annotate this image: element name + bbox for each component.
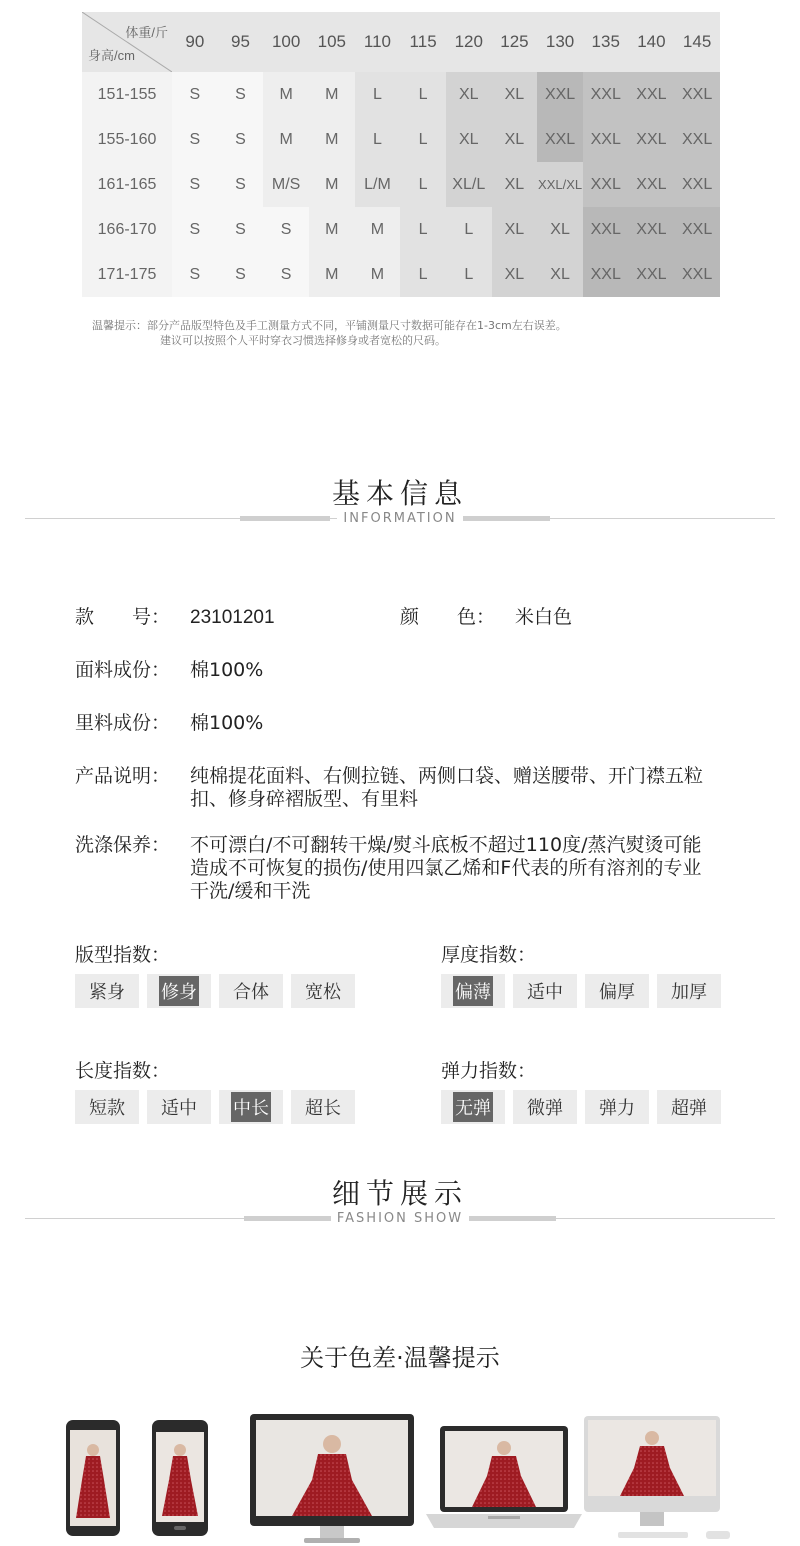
size-cell: S	[172, 207, 218, 252]
elasticity-option-label: 无弹	[453, 1092, 493, 1122]
size-table-row	[82, 207, 720, 252]
weight-header-cell: 115	[400, 12, 446, 72]
height-range-cell: 171-175	[82, 252, 172, 297]
size-cell: L	[355, 72, 401, 117]
fashion-show-subtitle: FASHION SHOW	[0, 1211, 800, 1226]
weight-header-cell: 90	[172, 12, 218, 72]
size-cell: M	[355, 252, 401, 297]
lining-value: 棉100%	[190, 712, 264, 734]
size-cell: S	[218, 117, 264, 162]
size-cell: M	[309, 117, 355, 162]
thickness-option-2	[513, 974, 577, 1008]
size-cell: XXL	[629, 162, 675, 207]
elasticity-option-4	[657, 1090, 721, 1124]
size-tip-line-2: 建议可以按照个人平时穿衣习惯选择修身或者宽松的尺码。	[160, 334, 446, 347]
size-table-row	[82, 117, 720, 162]
size-cell: XXL	[674, 252, 720, 297]
color-label: 颜 色：	[400, 606, 496, 628]
lining-label: 里料成份：	[75, 712, 171, 734]
fabric-label: 面料成份：	[75, 659, 171, 681]
size-cell: XXL	[583, 117, 629, 162]
fit-index-options	[75, 974, 355, 1008]
size-cell: S	[218, 72, 264, 117]
size-cell: S	[263, 252, 309, 297]
size-cell: S	[172, 162, 218, 207]
length-option-4	[291, 1090, 355, 1124]
style-no-label: 款 号：	[75, 606, 171, 628]
thickness-option-1	[441, 974, 505, 1008]
size-cell: XL	[446, 72, 492, 117]
elasticity-option-label: 微弹	[527, 1098, 563, 1119]
fit-option-label: 修身	[159, 976, 199, 1006]
thickness-option-label: 加厚	[671, 982, 707, 1003]
info-style-row	[75, 606, 755, 630]
fit-option-label: 宽松	[305, 982, 341, 1003]
laptop-icon	[426, 1426, 582, 1528]
size-cell: XXL	[629, 117, 675, 162]
size-cell: M	[309, 162, 355, 207]
length-option-label: 中长	[231, 1092, 271, 1122]
size-cell: XXL	[674, 207, 720, 252]
size-table-row	[82, 252, 720, 297]
size-cell: M	[263, 117, 309, 162]
information-heading	[0, 472, 800, 532]
desc-label: 产品说明：	[75, 765, 171, 787]
size-cell: XXL	[537, 72, 583, 117]
size-cell: S	[172, 117, 218, 162]
style-no-value: 23101201	[190, 607, 275, 628]
size-cell: M	[309, 207, 355, 252]
weight-header-cell: 105	[309, 12, 355, 72]
size-cell: S	[218, 207, 264, 252]
desktop-monitor-icon	[250, 1414, 414, 1543]
weight-header-cell: 130	[537, 12, 583, 72]
size-cell: XL	[492, 117, 538, 162]
size-cell: XXL	[583, 252, 629, 297]
size-tip-line-1: 温馨提示：部分产品版型特色及手工测量方式不同，平铺测量尺寸数据可能存在1-3cm左右误差。	[92, 319, 567, 332]
size-cell: XL	[492, 72, 538, 117]
weight-header-cell: 135	[583, 12, 629, 72]
fit-option-2	[147, 974, 211, 1008]
fit-option-label: 紧身	[89, 982, 125, 1003]
size-cell: XL	[492, 252, 538, 297]
information-title: 基本信息	[331, 477, 468, 510]
imac-icon	[584, 1416, 730, 1539]
size-cell: XL	[537, 252, 583, 297]
length-index-options	[75, 1090, 355, 1124]
size-cell: XL/L	[446, 162, 492, 207]
info-fabric-row	[75, 659, 755, 683]
color-value: 米白色	[515, 606, 573, 628]
info-lining-row	[75, 712, 755, 736]
size-table-row	[82, 162, 720, 207]
size-cell: M	[263, 72, 309, 117]
size-cell: XXL	[674, 117, 720, 162]
size-cell: XXL	[537, 117, 583, 162]
size-table-header-row	[82, 12, 720, 72]
size-cell: L	[400, 72, 446, 117]
height-range-cell: 155-160	[82, 117, 172, 162]
size-cell: XXL	[583, 162, 629, 207]
thickness-option-3	[585, 974, 649, 1008]
height-range-cell: 166-170	[82, 207, 172, 252]
size-cell: XXL	[674, 72, 720, 117]
length-option-1	[75, 1090, 139, 1124]
fit-option-4	[291, 974, 355, 1008]
fit-option-3	[219, 974, 283, 1008]
size-cell: S	[172, 252, 218, 297]
care-label: 洗涤保养：	[75, 834, 171, 856]
size-cell: L	[446, 207, 492, 252]
size-cell: M	[309, 72, 355, 117]
fit-option-label: 合体	[233, 982, 269, 1003]
size-cell: L	[400, 207, 446, 252]
care-value: 不可漂白/不可翻转干燥/熨斗底板不超过110度/蒸汽熨烫可能造成不可恢复的损伤/使用四氯乙烯和F代表的所有溶剂的专业干洗/缓和干洗	[190, 834, 702, 902]
thickness-index-title: 厚度指数：	[441, 944, 537, 966]
length-option-label: 适中	[161, 1098, 197, 1119]
size-cell: M/S	[263, 162, 309, 207]
size-cell: M	[355, 207, 401, 252]
weight-header-cell: 95	[218, 12, 264, 72]
size-cell: S	[172, 72, 218, 117]
size-table-corner	[82, 12, 172, 72]
size-table	[82, 12, 720, 297]
weight-header-cell: 120	[446, 12, 492, 72]
devices-illustration	[0, 1410, 800, 1546]
size-cell: XXL	[629, 207, 675, 252]
fabric-value: 棉100%	[190, 659, 264, 681]
size-cell: XXL	[674, 162, 720, 207]
length-option-label: 短款	[89, 1098, 125, 1119]
size-cell: XL	[492, 162, 538, 207]
color-difference-notice: 关于色差·温馨提示	[300, 1344, 500, 1372]
size-cell: M	[309, 252, 355, 297]
size-cell: L	[400, 162, 446, 207]
weight-header-cell: 110	[355, 12, 401, 72]
length-option-label: 超长	[305, 1098, 341, 1119]
elasticity-option-2	[513, 1090, 577, 1124]
weight-header-cell: 145	[674, 12, 720, 72]
size-cell: XXL	[629, 252, 675, 297]
thickness-option-label: 适中	[527, 982, 563, 1003]
fit-option-1	[75, 974, 139, 1008]
information-subtitle: INFORMATION	[0, 511, 800, 526]
desc-value: 纯棉提花面料、右侧拉链、两侧口袋、赠送腰带、开门襟五粒扣、修身碎褶版型、有里料	[190, 765, 704, 810]
elasticity-option-3	[585, 1090, 649, 1124]
weight-axis-label: 体重/斤	[125, 25, 168, 40]
thickness-option-4	[657, 974, 721, 1008]
size-cell: S	[263, 207, 309, 252]
height-axis-label: 身高/cm	[88, 48, 135, 63]
device-previews	[0, 1410, 800, 1546]
size-cell: L	[355, 117, 401, 162]
size-cell: XXL/XL	[537, 162, 583, 207]
elasticity-index-title: 弹力指数：	[441, 1060, 537, 1082]
size-cell: XXL	[583, 72, 629, 117]
size-cell: L/M	[355, 162, 401, 207]
elasticity-index-options	[441, 1090, 721, 1124]
fashion-show-heading	[0, 1172, 800, 1232]
size-cell: L	[400, 252, 446, 297]
size-cell: L	[400, 117, 446, 162]
size-cell: S	[218, 162, 264, 207]
fashion-show-title: 细节展示	[331, 1177, 468, 1210]
thickness-option-label: 偏厚	[599, 982, 635, 1003]
size-cell: XXL	[583, 207, 629, 252]
size-cell: XL	[446, 117, 492, 162]
weight-header-cell: 100	[263, 12, 309, 72]
elasticity-option-label: 超弹	[671, 1098, 707, 1119]
fit-index-title: 版型指数：	[75, 944, 171, 966]
weight-header-cell: 140	[629, 12, 675, 72]
info-desc-row	[75, 765, 755, 813]
elasticity-option-1	[441, 1090, 505, 1124]
length-option-2	[147, 1090, 211, 1124]
height-range-cell: 151-155	[82, 72, 172, 117]
height-range-cell: 161-165	[82, 162, 172, 207]
phone-2-icon	[152, 1420, 208, 1536]
length-option-3	[219, 1090, 283, 1124]
elasticity-option-label: 弹力	[599, 1098, 635, 1119]
thickness-option-label: 偏薄	[453, 976, 493, 1006]
size-tips	[92, 318, 567, 348]
size-cell: XL	[492, 207, 538, 252]
info-care-row	[75, 834, 755, 906]
thickness-index-options	[441, 974, 721, 1008]
phone-1-icon	[66, 1420, 120, 1536]
size-table-row	[82, 72, 720, 117]
size-cell: L	[446, 252, 492, 297]
length-index-title: 长度指数：	[75, 1060, 171, 1082]
size-cell: XL	[537, 207, 583, 252]
weight-header-cell: 125	[492, 12, 538, 72]
size-cell: S	[218, 252, 264, 297]
size-chart	[82, 12, 720, 297]
size-cell: XXL	[629, 72, 675, 117]
